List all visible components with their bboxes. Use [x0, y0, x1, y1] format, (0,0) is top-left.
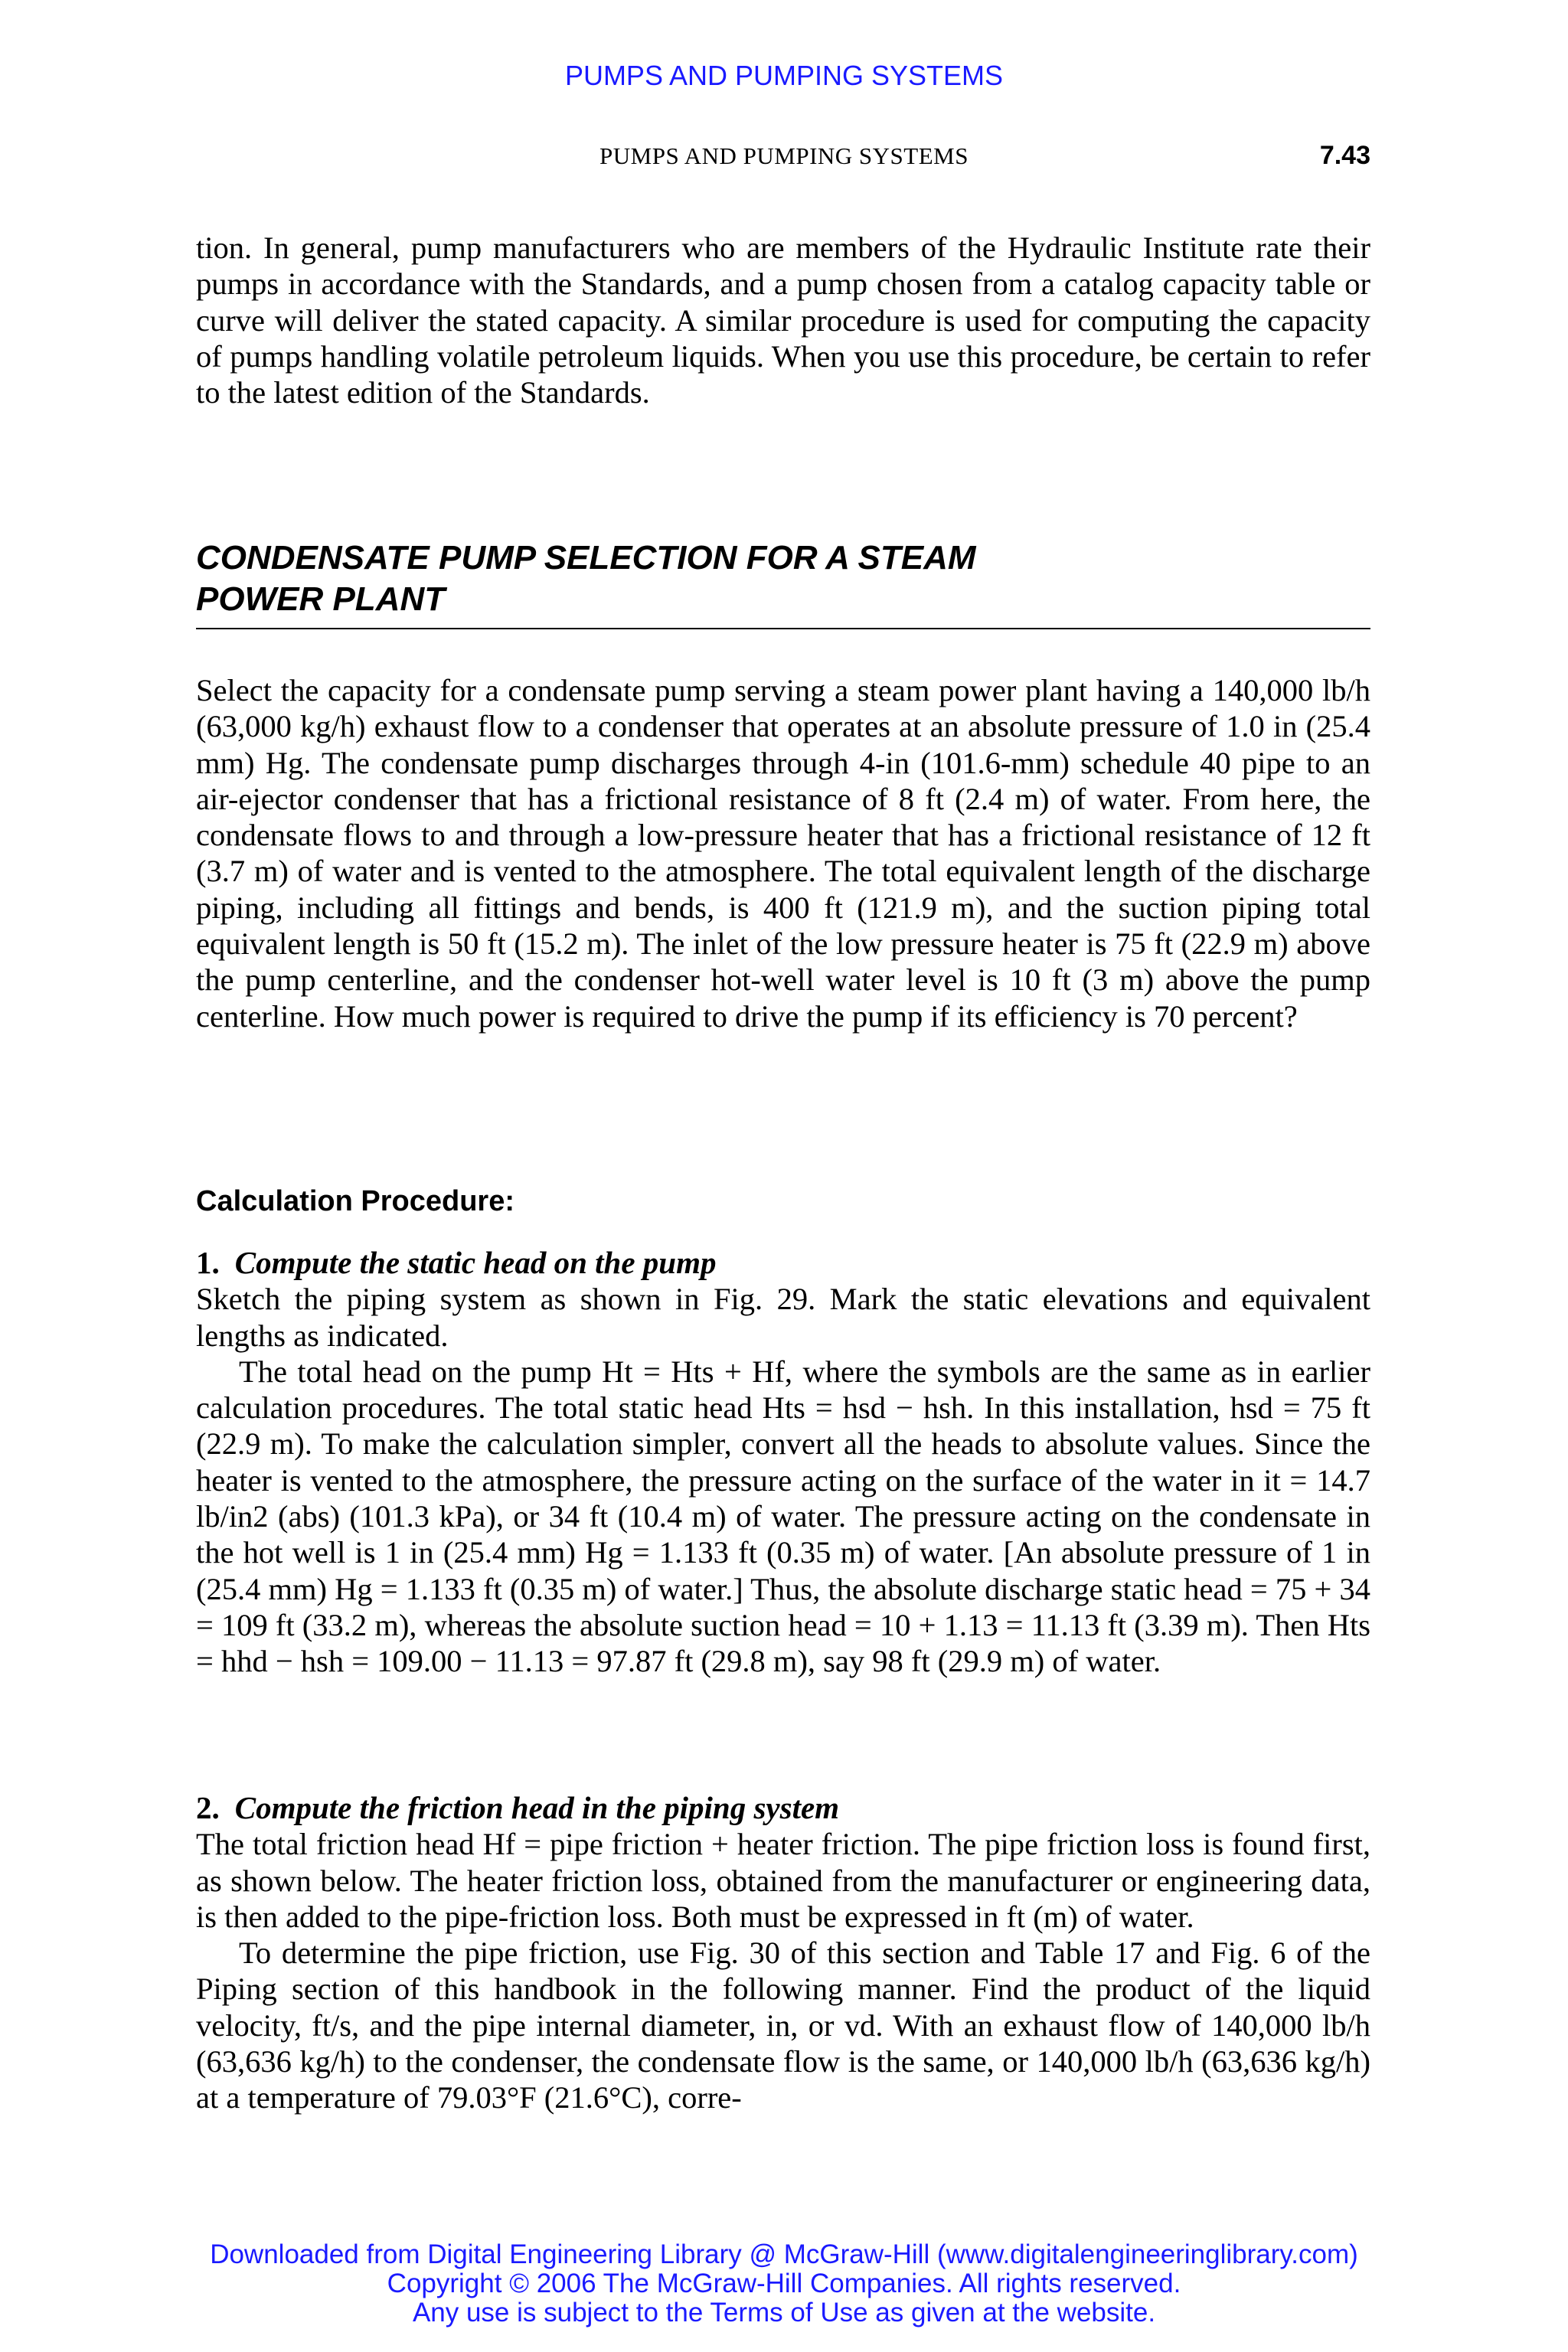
step-2-title: Compute the friction head in the piping system	[234, 1790, 840, 1825]
step-2-paragraph-1: The total friction head Hf = pipe friction + heater friction. The pipe friction loss is found first, as shown below. The heater friction loss, obtained from the manufacturer or engineering data, is then added to the pipe-friction loss. Both must be expressed in ft (m) of water.	[196, 1827, 1370, 1934]
footer-terms-link[interactable]: Any use is subject to the Terms of Use as given at the website.	[412, 2298, 1156, 2328]
step-2-number: 2.	[196, 1790, 220, 1825]
step-2-paragraph-2: To determine the pipe friction, use Fig. 30 of this section and Table 17 and Fig. 6 of the Piping section of this handbook in the following manner. Find the product of the liquid velocity, ft/s, and the pipe internal diameter, in, or vd. With an exhaust flow of 140,000 lb/h (63,636 kg/h) to the condenser, the condensate flow is the same, or 140,000 lb/h (63,636 kg/h) at a temperature of 79.03°F (21.6°C), corre-	[196, 1936, 1370, 2115]
step-1-number: 1.	[196, 1245, 220, 1280]
problem-statement	[196, 672, 1370, 1034]
chapter-link[interactable]: PUMPS AND PUMPING SYSTEMS	[564, 60, 1004, 91]
footer-copyright: Copyright © 2006 The McGraw-Hill Companies. All rights reserved.	[387, 2269, 1181, 2298]
section-title	[196, 537, 1370, 629]
running-head: PUMPS AND PUMPING SYSTEMS	[599, 142, 969, 169]
step-1	[196, 1245, 1370, 1680]
problem-text: Select the capacity for a condensate pump serving a steam power plant having a 140,000 lb/h (63,000 kg/h) exhaust flow to a condenser that operates at an absolute pressure of 1.0 in (25.4 mm) Hg. The condensate pump discharges through 4-in (101.6-mm) schedule 40 pipe to an air-ejector condenser that has a frictional resistance of 8 ft (2.4 m) of water. From here, the condensate flows to and through a low-pressure heater that has a frictional resistance of 12 ft (3.7 m) of water and is vented to the atmosphere. The total equivalent length of the discharge piping, including all fittings and bends, is 400 ft (121.9 m), and the suction piping total equivalent length is 50 ft (15.2 m). The inlet of the low pressure heater is 75 ft (22.9 m) above the pump centerline, and the condenser hot-well water level is 10 ft (3 m) above the pump centerline. How much power is required to drive the pump if its efficiency is 70 percent?	[196, 673, 1370, 1034]
section-title-line2: POWER PLANT	[196, 580, 446, 618]
intro-paragraph	[196, 230, 1370, 410]
step-1-title: Compute the static head on the pump	[234, 1245, 717, 1280]
section-title-line1: CONDENSATE PUMP SELECTION FOR A STEAM	[196, 539, 976, 577]
page-number: 7.43	[1319, 141, 1370, 170]
step-2	[196, 1790, 1370, 2116]
footer	[0, 2240, 1568, 2328]
step-1-paragraph-1: Sketch the piping system as shown in Fig. 29. Mark the static elevations and equivalent lengths as indicated.	[196, 1282, 1370, 1353]
step-1-paragraph-2: The total head on the pump Ht = Hts + Hf, where the symbols are the same as in earlier calculation procedures. The total static head Hts = hsd − hsh. In this installation, hsd = 75 ft (22.9 m). To make the calculation simpler, convert all the heads to absolute values. Since the heater is vented to the atmosphere, the pressure acting on the surface of the water in it = 14.7 lb/in2 (abs) (101.3 kPa), or 34 ft (10.4 m) of water. The pressure acting on the condensate in the hot well is 1 in (25.4 mm) Hg = 1.133 ft (0.35 m) of water. [An absolute pressure of 1 in (25.4 mm) Hg = 1.133 ft (0.35 m) of water.] Thus, the absolute discharge static head = 75 + 34 = 109 ft (33.2 m), whereas the absolute suction head = 10 + 1.13 = 11.13 ft (3.39 m). Then Hts = hhd − hsh = 109.00 − 11.13 = 97.87 ft (29.8 m), say 98 ft (29.9 m) of water.	[196, 1354, 1370, 1679]
intro-text: tion. In general, pump manufacturers who are members of the Hydraulic Institute rate their pumps in accordance with the Standards, and a pump chosen from a catalog capacity table or curve will deliver the stated capacity. A similar procedure is used for computing the capacity of pumps handling volatile petroleum liquids. When you use this procedure, be certain to refer to the latest edition of the Standards.	[196, 230, 1370, 410]
step-1-heading	[196, 1245, 1370, 1281]
footer-download-link[interactable]: Downloaded from Digital Engineering Library @ McGraw-Hill (www.digitalengineeringlibrary.com)	[210, 2239, 1358, 2269]
step-2-heading	[196, 1790, 1370, 1826]
calculation-procedure-heading: Calculation Procedure:	[196, 1185, 514, 1217]
